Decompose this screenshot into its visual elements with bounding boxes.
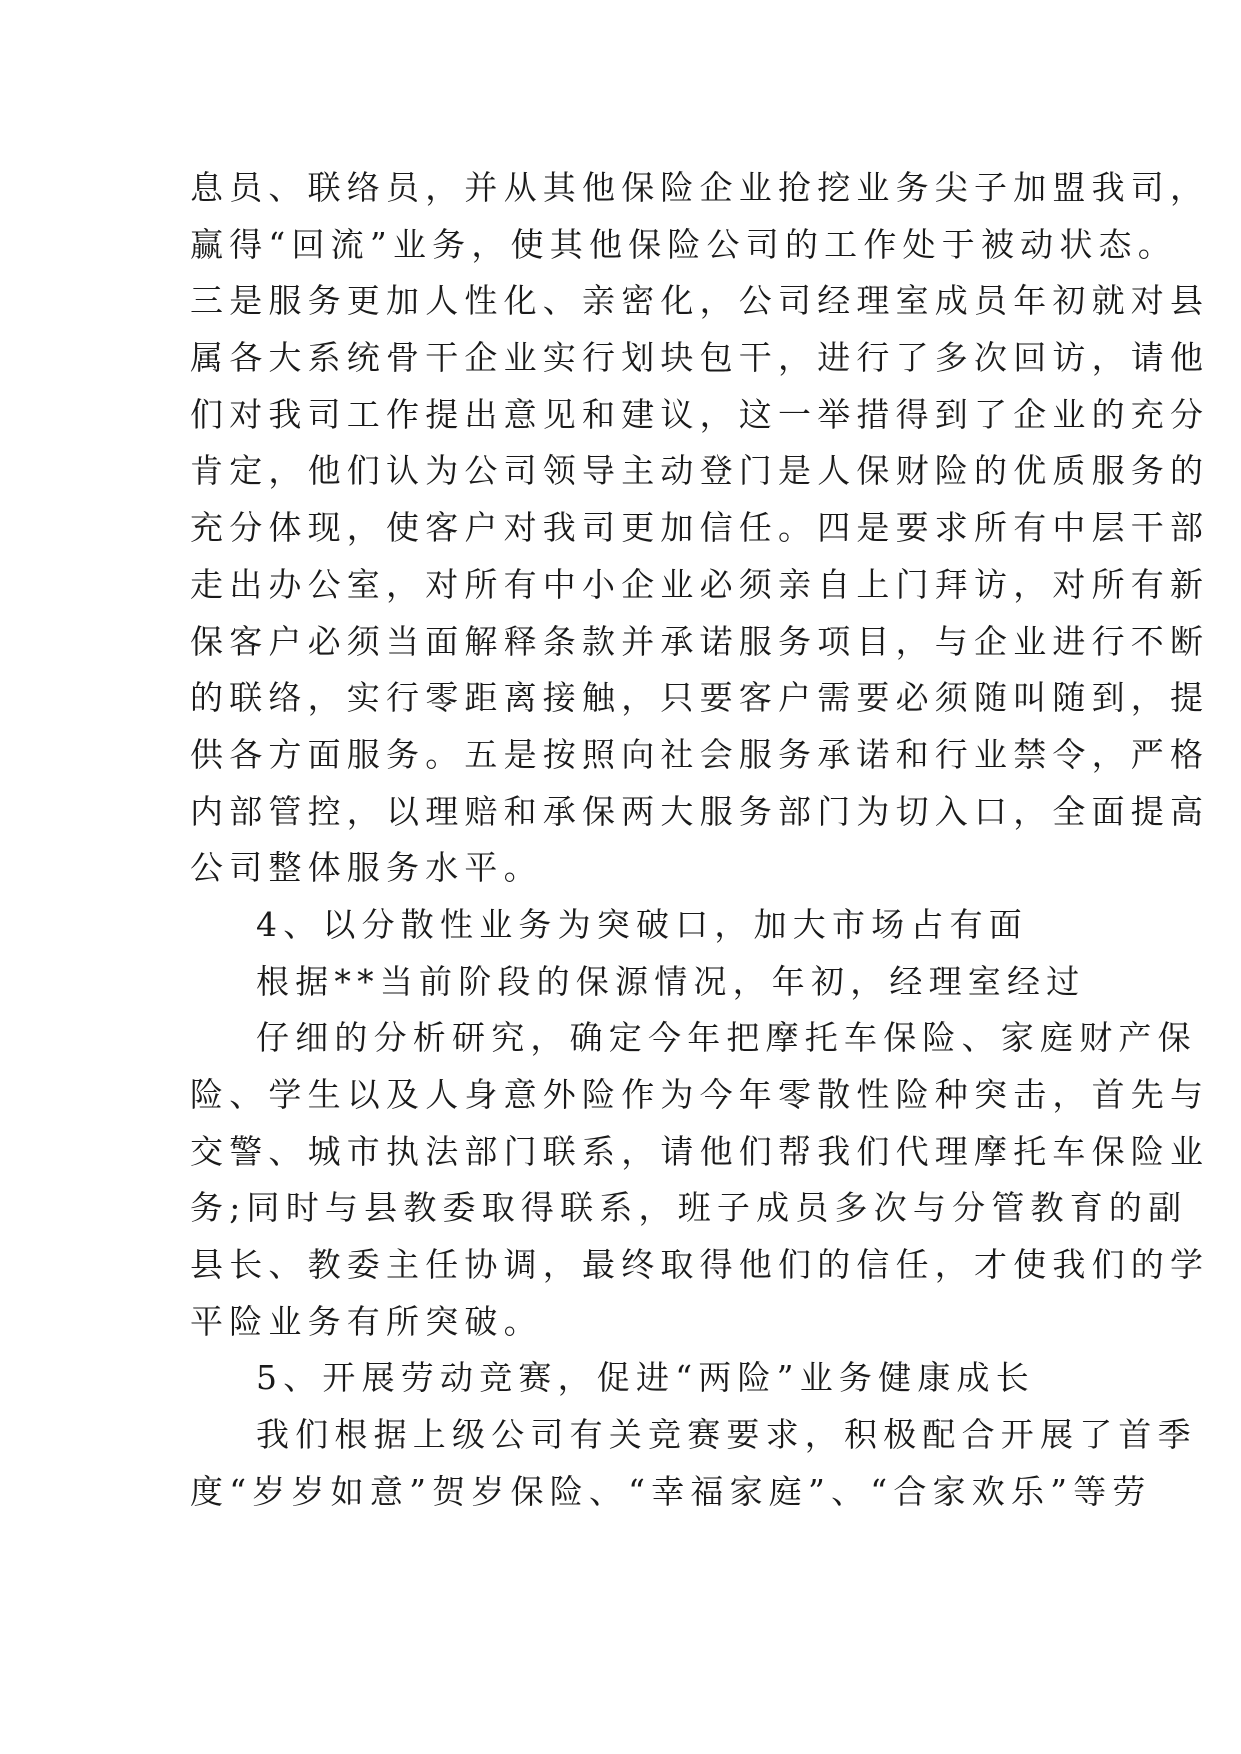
text-line: 险、学生以及人身意外险作为今年零散性险种突击，首先与	[190, 1075, 1210, 1114]
text-line: 走出办公室，对所有中小企业必须亲自上门拜访，对所有新	[190, 564, 1210, 604]
text-line: 肯定，他们认为公司领导主动登门是人保财险的优质服务的	[190, 451, 1210, 491]
text-line: 内部管控，以理赔和承保两大服务部门为切入口，全面提高	[190, 791, 1210, 831]
text-line: 度“岁岁如意”贺岁保险、“幸福家庭”、“合家欢乐”等劳	[190, 1471, 1152, 1511]
text-line: 充分体现，使客户对我司更加信任。四是要求所有中层干部	[190, 508, 1210, 548]
text-line: 县长、教委主任协调，最终取得他们的信任，才使我们的学	[190, 1245, 1210, 1285]
text-line: 供各方面服务。五是按照向社会服务承诺和行业禁令，严格	[190, 734, 1210, 774]
text-line: 息员、联络员，并从其他保险企业抢挖业务尖子加盟我司，	[190, 168, 1210, 207]
paragraph-start-line: 我们根据上级公司有关竞赛要求，积极配合开展了首季	[256, 1415, 1197, 1455]
section-heading-4: 4、以分散性业务为突破口，加大市场占有面	[256, 904, 1028, 944]
text-line: 三是服务更加人性化、亲密化，公司经理室成员年初就对县	[190, 281, 1210, 321]
text-line: 平险业务有所突破。	[190, 1301, 543, 1341]
text-line: 们对我司工作提出意见和建议，这一举措得到了企业的充分	[190, 394, 1210, 434]
section-heading-5: 5、开展劳动竞赛，促进“两险”业务健康成长	[256, 1358, 1035, 1398]
text-line: 保客户必须当面解释条款并承诺服务项目，与企业进行不断	[190, 621, 1210, 661]
text-line: 的联络，实行零距离接触，只要客户需要必须随叫随到，提	[190, 678, 1210, 718]
text-line: 交警、城市执法部门联系，请他们帮我们代理摩托车保险业	[190, 1131, 1210, 1171]
body-text	[190, 160, 1210, 1521]
text-line: 务;同时与县教委取得联系，班子成员多次与分管教育的副	[190, 1188, 1188, 1228]
paragraph-start-line: 根据**当前阶段的保源情况，年初，经理室经过	[256, 961, 1086, 1001]
paragraph-start-line: 仔细的分析研究，确定今年把摩托车保险、家庭财产保	[256, 1018, 1197, 1058]
text-line: 属各大系统骨干企业实行划块包干，进行了多次回访，请他	[190, 338, 1210, 378]
text-line: 公司整体服务水平。	[190, 848, 543, 888]
text-line: 赢得“回流”业务，使其他保险公司的工作处于被动状态。	[190, 224, 1177, 264]
